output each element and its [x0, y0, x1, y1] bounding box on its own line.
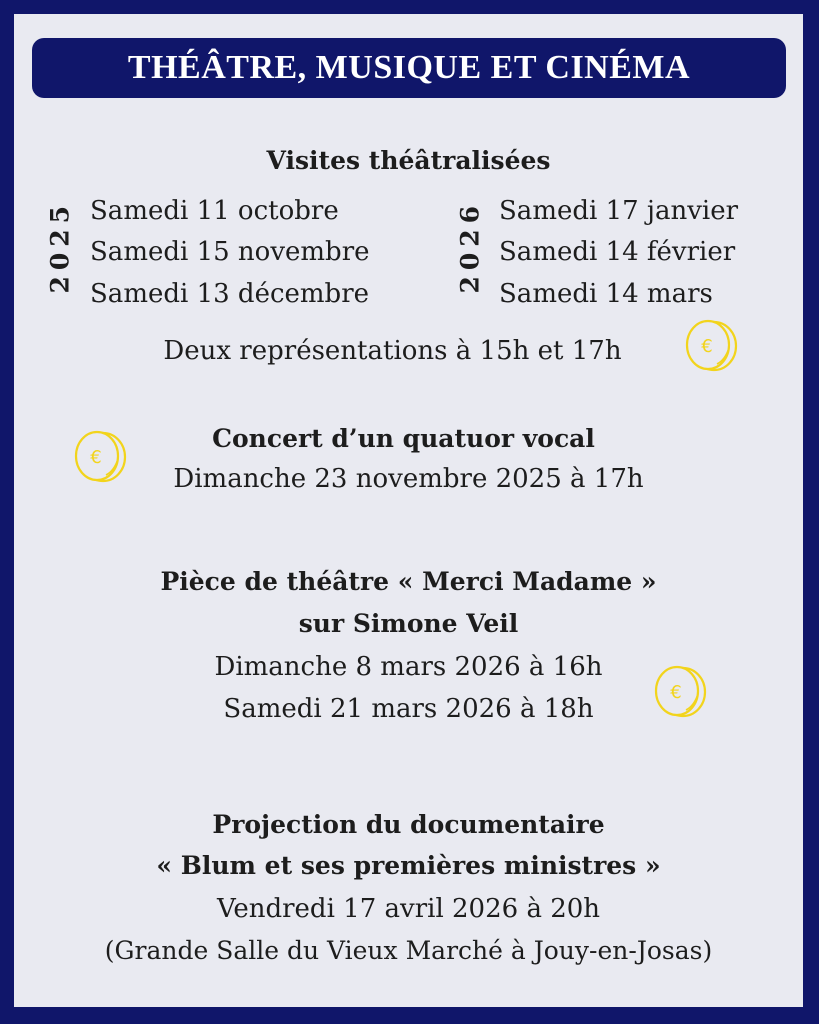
projection-heading-line2: « Blum et ses premières ministres »	[156, 851, 661, 880]
euro-coin-icon	[72, 427, 130, 485]
projection-date: Vendredi 17 avril 2026 à 20h	[216, 894, 601, 924]
date-right-2: Samedi 14 février	[499, 237, 736, 267]
euro-coin-icon	[652, 662, 710, 720]
projection-heading-line1: Projection du documentaire	[212, 810, 605, 839]
euro-coin-icon	[681, 316, 739, 374]
svg-text:€: €	[701, 336, 713, 357]
projection-location: (Grande Salle du Vieux Marché à Jouy-en-Josas)	[104, 936, 713, 965]
date-left-3: Samedi 13 décembre	[90, 279, 370, 309]
poster-frame	[14, 14, 803, 1007]
concert-heading: Concert d’un quatuor vocal	[212, 424, 595, 453]
visites-heading: Visites théâtralisées	[266, 146, 551, 175]
svg-text:€: €	[670, 682, 682, 703]
date-right-1: Samedi 17 janvier	[499, 196, 739, 226]
piece-heading-line2: sur Simone Veil	[298, 609, 519, 638]
year-2026-label: 2026	[455, 199, 485, 294]
piece-date-1: Dimanche 8 mars 2026 à 16h	[214, 652, 603, 682]
piece-date-2: Samedi 21 mars 2026 à 18h	[223, 694, 594, 724]
page-title: THÉÂTRE, MUSIQUE ET CINÉMA	[32, 38, 786, 98]
piece-heading-line1: Pièce de théâtre « Merci Madame »	[160, 567, 657, 596]
date-right-3: Samedi 14 mars	[499, 279, 713, 309]
concert-date: Dimanche 23 novembre 2025 à 17h	[173, 464, 644, 494]
svg-text:€: €	[90, 447, 102, 468]
date-left-1: Samedi 11 octobre	[90, 196, 339, 226]
year-2025-label: 2025	[45, 199, 75, 294]
visites-note: Deux représentations à 15h et 17h	[163, 336, 622, 366]
date-left-2: Samedi 15 novembre	[90, 237, 370, 267]
